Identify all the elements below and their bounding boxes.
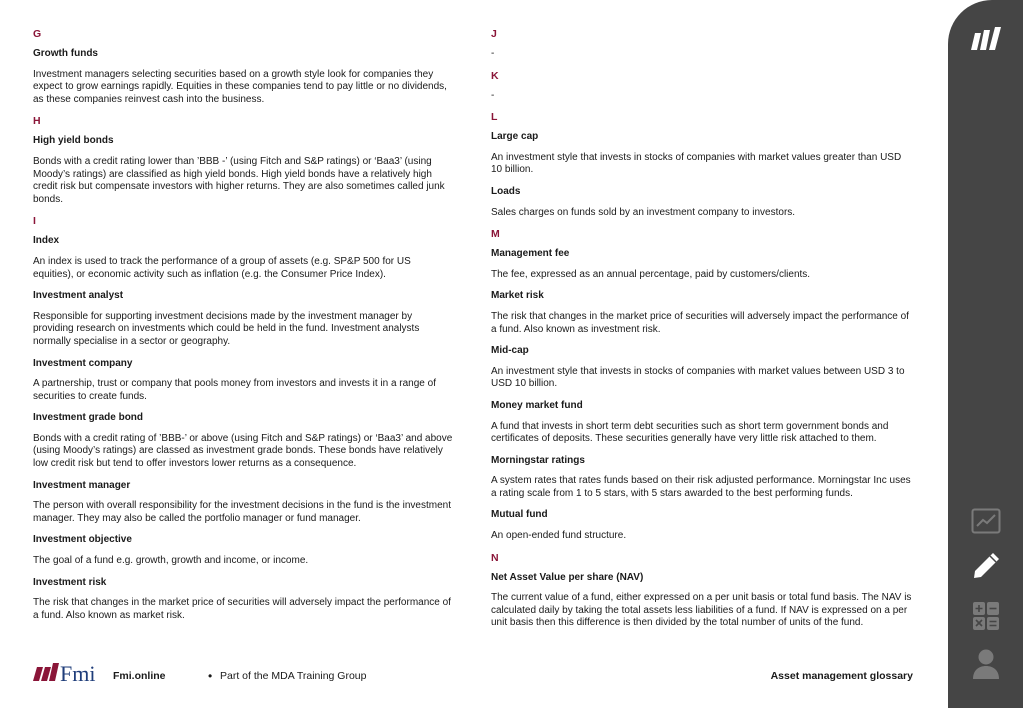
glossary-def: An investment style that invests in stocks of companies with market values between USD 3 to USD 10 billion. [491,365,905,390]
glossary-letter: N [491,551,499,564]
glossary-term: Management fee [491,248,570,260]
footer-bullet: • [208,669,213,683]
glossary-term: Morningstar ratings [491,454,585,466]
glossary-term: Investment objective [33,534,132,546]
glossary-term: Loads [491,185,521,197]
glossary-def: Sales charges on funds sold by an investment company to investors. [491,206,796,218]
glossary-letter: K [491,69,499,82]
glossary-def: An open-ended fund structure. [491,530,627,542]
glossary-term: Investment manager [33,479,131,491]
glossary-def: A fund that invests in short term debt securities such as short term government bonds and certificates of deposits. These securities generally have very little risk attached to them. [491,420,889,445]
calculator-icon[interactable] [948,601,1023,631]
glossary-def: The goal of a fund e.g. growth, growth and income, or income. [33,555,309,567]
glossary-letter: G [33,28,42,40]
glossary-def: The fee, expressed as an annual percentage, paid by customers/clients. [491,268,811,280]
glossary-term: Mid-cap [491,345,529,357]
glossary-term: Mutual fund [491,509,548,521]
glossary-def: The risk that changes in the market price of securities will adversely impact the performance of a fund. Also known as investment risk. [491,310,909,335]
glossary-letter: J [491,28,497,40]
glossary-right-column [491,26,915,639]
glossary-term: Investment risk [33,576,107,588]
glossary-def: Responsible for supporting investment decisions made by the investment manager by providing research on investments which could be held in the fund. Investment analysts normally specialise in a sector or geography. [33,310,420,347]
glossary-term: Investment grade bond [33,412,144,424]
glossary-def: Bonds with a credit rating lower than ’BBB -’ (using Fitch and S&P ratings) or ‘Baa3’ (using Moody’s ratings) are classified as high yield bonds. High yield bonds have a relatively high credit risk but compensate investors with higher returns. They are also sometimes called junk bonds. [33,155,445,205]
user-icon[interactable] [948,648,1023,680]
glossary-left-column [33,26,453,631]
glossary-def: Investment managers selecting securities based on a growth style look for companies they expect to grow earnings rapidly. Equities in these companies tend to pay little or no dividends, as these companies reinvest cash into the business. [33,68,447,105]
fmi-logo-icon[interactable] [948,26,1023,52]
document-title: Asset management glossary [770,670,913,682]
glossary-term: Large cap [491,131,539,143]
svg-text:Fmi: Fmi [60,661,96,686]
glossary-dash: - [491,89,495,101]
brand-name[interactable]: Fmi.online [113,670,166,682]
glossary-letter: I [33,215,36,228]
glossary-term: Net Asset Value per share (NAV) [491,571,644,583]
glossary-def: An index is used to track the performance of a group of assets (e.g. SP&P 500 for US equities), or economic activity such as inflation (e.g. the Consumer Price Index). [33,255,411,280]
chart-icon[interactable] [948,508,1023,534]
glossary-def: A system rates that rates funds based on their risk adjusted performance. Morningstar Inc uses a rating scale from 1 to 5 stars, with 5 stars awarded to the best performing funds. [491,475,911,499]
glossary-def: A partnership, trust or company that pools money from investors and invests it in a range of securities to create funds. [33,378,436,402]
glossary-term: Growth funds [33,48,98,59]
glossary-term: High yield bonds [33,135,114,147]
fmi-logo[interactable] [30,660,108,688]
glossary-def: The current value of a fund, either expressed on a per unit basis or total fund basis. The NAV is calculated daily by taking the total assets less liabilities of a fund. If NAV is expressed on a per unit basis then this difference is then divided by the total number of units of the fund. [491,592,912,629]
glossary-term: Investment analyst [33,290,124,302]
glossary-dash: - [491,48,495,59]
pencil-icon[interactable] [948,551,1023,581]
glossary-def: Bonds with a credit rating of ’BBB-’ or above (using Fitch and S&P ratings) or ‘Baa3’ and above (using Moody’s ratings) are classed as investment grade bonds. These bonds have relatively low credit risk but tend to offer investors lower returns as a consequence. [33,432,453,470]
glossary-def: An investment style that invests in stocks of companies with market values greater than USD 10 billion. [491,151,902,176]
glossary-def: The risk that changes in the market price of securities will adversely impact the performance of a fund. Also known as market risk. [33,597,451,621]
glossary-term: Money market fund [491,399,583,411]
right-sidebar [948,0,1023,708]
glossary-def: The person with overall responsibility for the investment decisions in the fund is the investment manager. They may also be called the portfolio manager or fund manager. [33,500,451,524]
glossary-term: Index [33,235,60,247]
footer-tagline: Part of the MDA Training Group [220,670,367,682]
glossary-letter: M [491,228,500,241]
glossary-term: Market risk [491,290,544,302]
glossary-term: Investment company [33,357,133,369]
glossary-letter: H [33,115,41,128]
glossary-letter: L [491,111,498,124]
page-footer [30,660,913,690]
